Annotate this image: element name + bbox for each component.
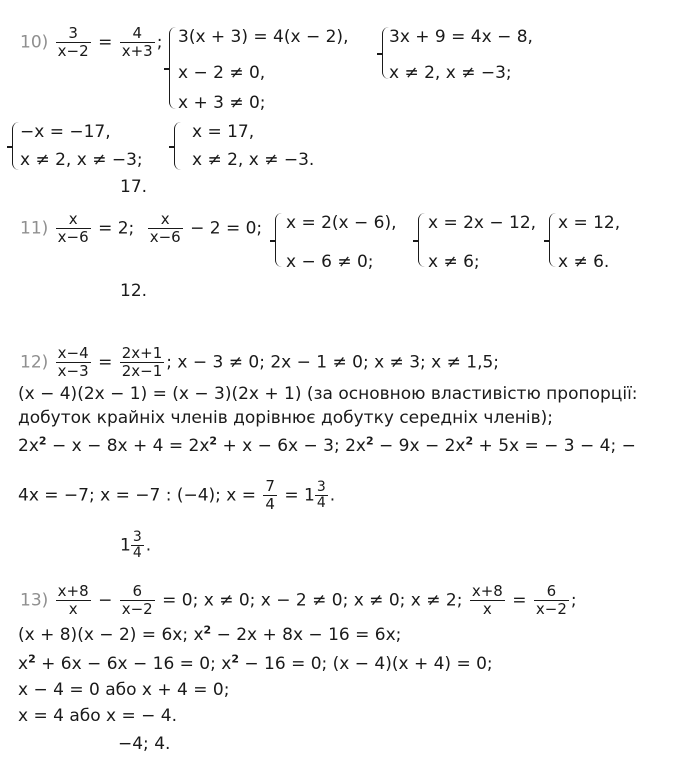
fraction: $\frac{3}{x-2}$ [57, 24, 89, 60]
problem-number: 11) [20, 218, 49, 239]
equation: x ≠ 6. [558, 252, 610, 272]
answer: 12. [120, 281, 148, 301]
answer: −4; 4. [118, 734, 171, 754]
equation: x = 12, [558, 213, 621, 233]
fraction: $\frac{3}{4}$ [132, 529, 142, 561]
fraction: $\frac{7}{4}$ [265, 477, 275, 513]
fraction: $\frac{6}{x-2}$ [535, 582, 567, 618]
equation: x = 2x − 12, [428, 213, 537, 233]
equation: x ≠ 2, x ≠ −3. [192, 150, 315, 170]
equation: x − 6 ≠ 0; [286, 252, 374, 272]
system-brace [12, 122, 19, 170]
equation: x − 2 ≠ 0, [178, 63, 266, 83]
fraction: $\frac{x+8}{x}$ [57, 582, 89, 618]
answer: 1 $\frac{3}{4}$ . [120, 529, 152, 561]
fraction: $\frac{x}{x-6}$ [57, 210, 89, 246]
problem-number: 12) [20, 352, 49, 373]
fraction: $\frac{6}{x-2}$ [121, 582, 153, 618]
equation: 3(x + 3) = 4(x − 2), [178, 27, 349, 47]
text-line: добуток крайніх членів дорівнює добутку середніх членів); [18, 408, 554, 428]
system-brace [549, 213, 556, 267]
fraction: $\frac{x}{x-6}$ [149, 210, 181, 246]
equation: −x = −17, [20, 122, 111, 142]
fraction: $\frac{x+8}{x}$ [471, 582, 503, 618]
equation: x ≠ 2, x ≠ −3; [389, 63, 512, 83]
system-brace [169, 27, 176, 109]
system-brace [275, 213, 282, 267]
problem-13-line1: 13) $\frac{x+8}{x}$ − $\frac{6}{x-2}$ = 0; x ≠ 0; x − 2 ≠ 0; x ≠ 0; x ≠ 2; $\frac{x+8}{x}$ = $\frac{6}{x-2}$ ; [20, 582, 577, 618]
equation: x ≠ 2, x ≠ −3; [20, 150, 143, 170]
equation: x = 17, [192, 122, 255, 142]
equation: x = 2(x − 6), [286, 213, 397, 233]
equation-line: $x^2 + 6x - 6x - 16 = 0$; $x^2 - 16 = 0$; (x − 4)(x + 4) = 0; [18, 652, 493, 674]
fraction: $\frac{2x+1}{2x-1}$ [121, 344, 163, 380]
problem-12-line1: 12) $\frac{x-4}{x-3}$ = $\frac{2x+1}{2x-1}$ ; x − 3 ≠ 0; 2x − 1 ≠ 0; x ≠ 3; x ≠ 1,5; [20, 344, 500, 380]
problem-11-line1: 11) $\frac{x}{x-6}$ = 2; $\frac{x}{x-6}$ − 2 = 0; [20, 210, 263, 246]
equation: 3x + 9 = 4x − 8, [389, 27, 533, 47]
system-brace [382, 27, 389, 79]
equation-line: 4x = −7; x = −7 : (−4); x = $\frac{7}{4}$ = 1 $\frac{3}{4}$ . [18, 477, 336, 513]
equation-line: (x + 8)(x − 2) = 6x; $x^2 - 2x + 8x - 16 = 6x$; [18, 623, 402, 645]
fraction: $\frac{x-4}{x-3}$ [57, 344, 89, 380]
system-brace [174, 122, 181, 170]
text-line: (x − 4)(2x − 1) = (x − 3)(2x + 1) (за основною властивістю пропорції: [18, 384, 638, 404]
equation: x + 3 ≠ 0; [178, 93, 266, 113]
fraction: $\frac{4}{x+3}$ [121, 24, 153, 60]
equation-line: $2x^2 - x - 8x + 4 = 2x^2 + x - 6x - 3$; $2x^2 - 9x - 2x^2 + 5x$ = − 3 − 4; − [18, 434, 636, 456]
problem-10-line1: 10) $\frac{3}{x-2}$ = $\frac{4}{x+3}$ ; [20, 24, 163, 60]
system-brace [418, 213, 425, 267]
equation-line: x = 4 або x = − 4. [18, 706, 178, 726]
problem-number: 10) [20, 32, 49, 53]
equation: x ≠ 6; [428, 252, 480, 272]
answer: 17. [120, 177, 148, 197]
problem-number: 13) [20, 590, 49, 611]
fraction: $\frac{3}{4}$ [316, 479, 326, 511]
equation-line: x − 4 = 0 або x + 4 = 0; [18, 680, 230, 700]
